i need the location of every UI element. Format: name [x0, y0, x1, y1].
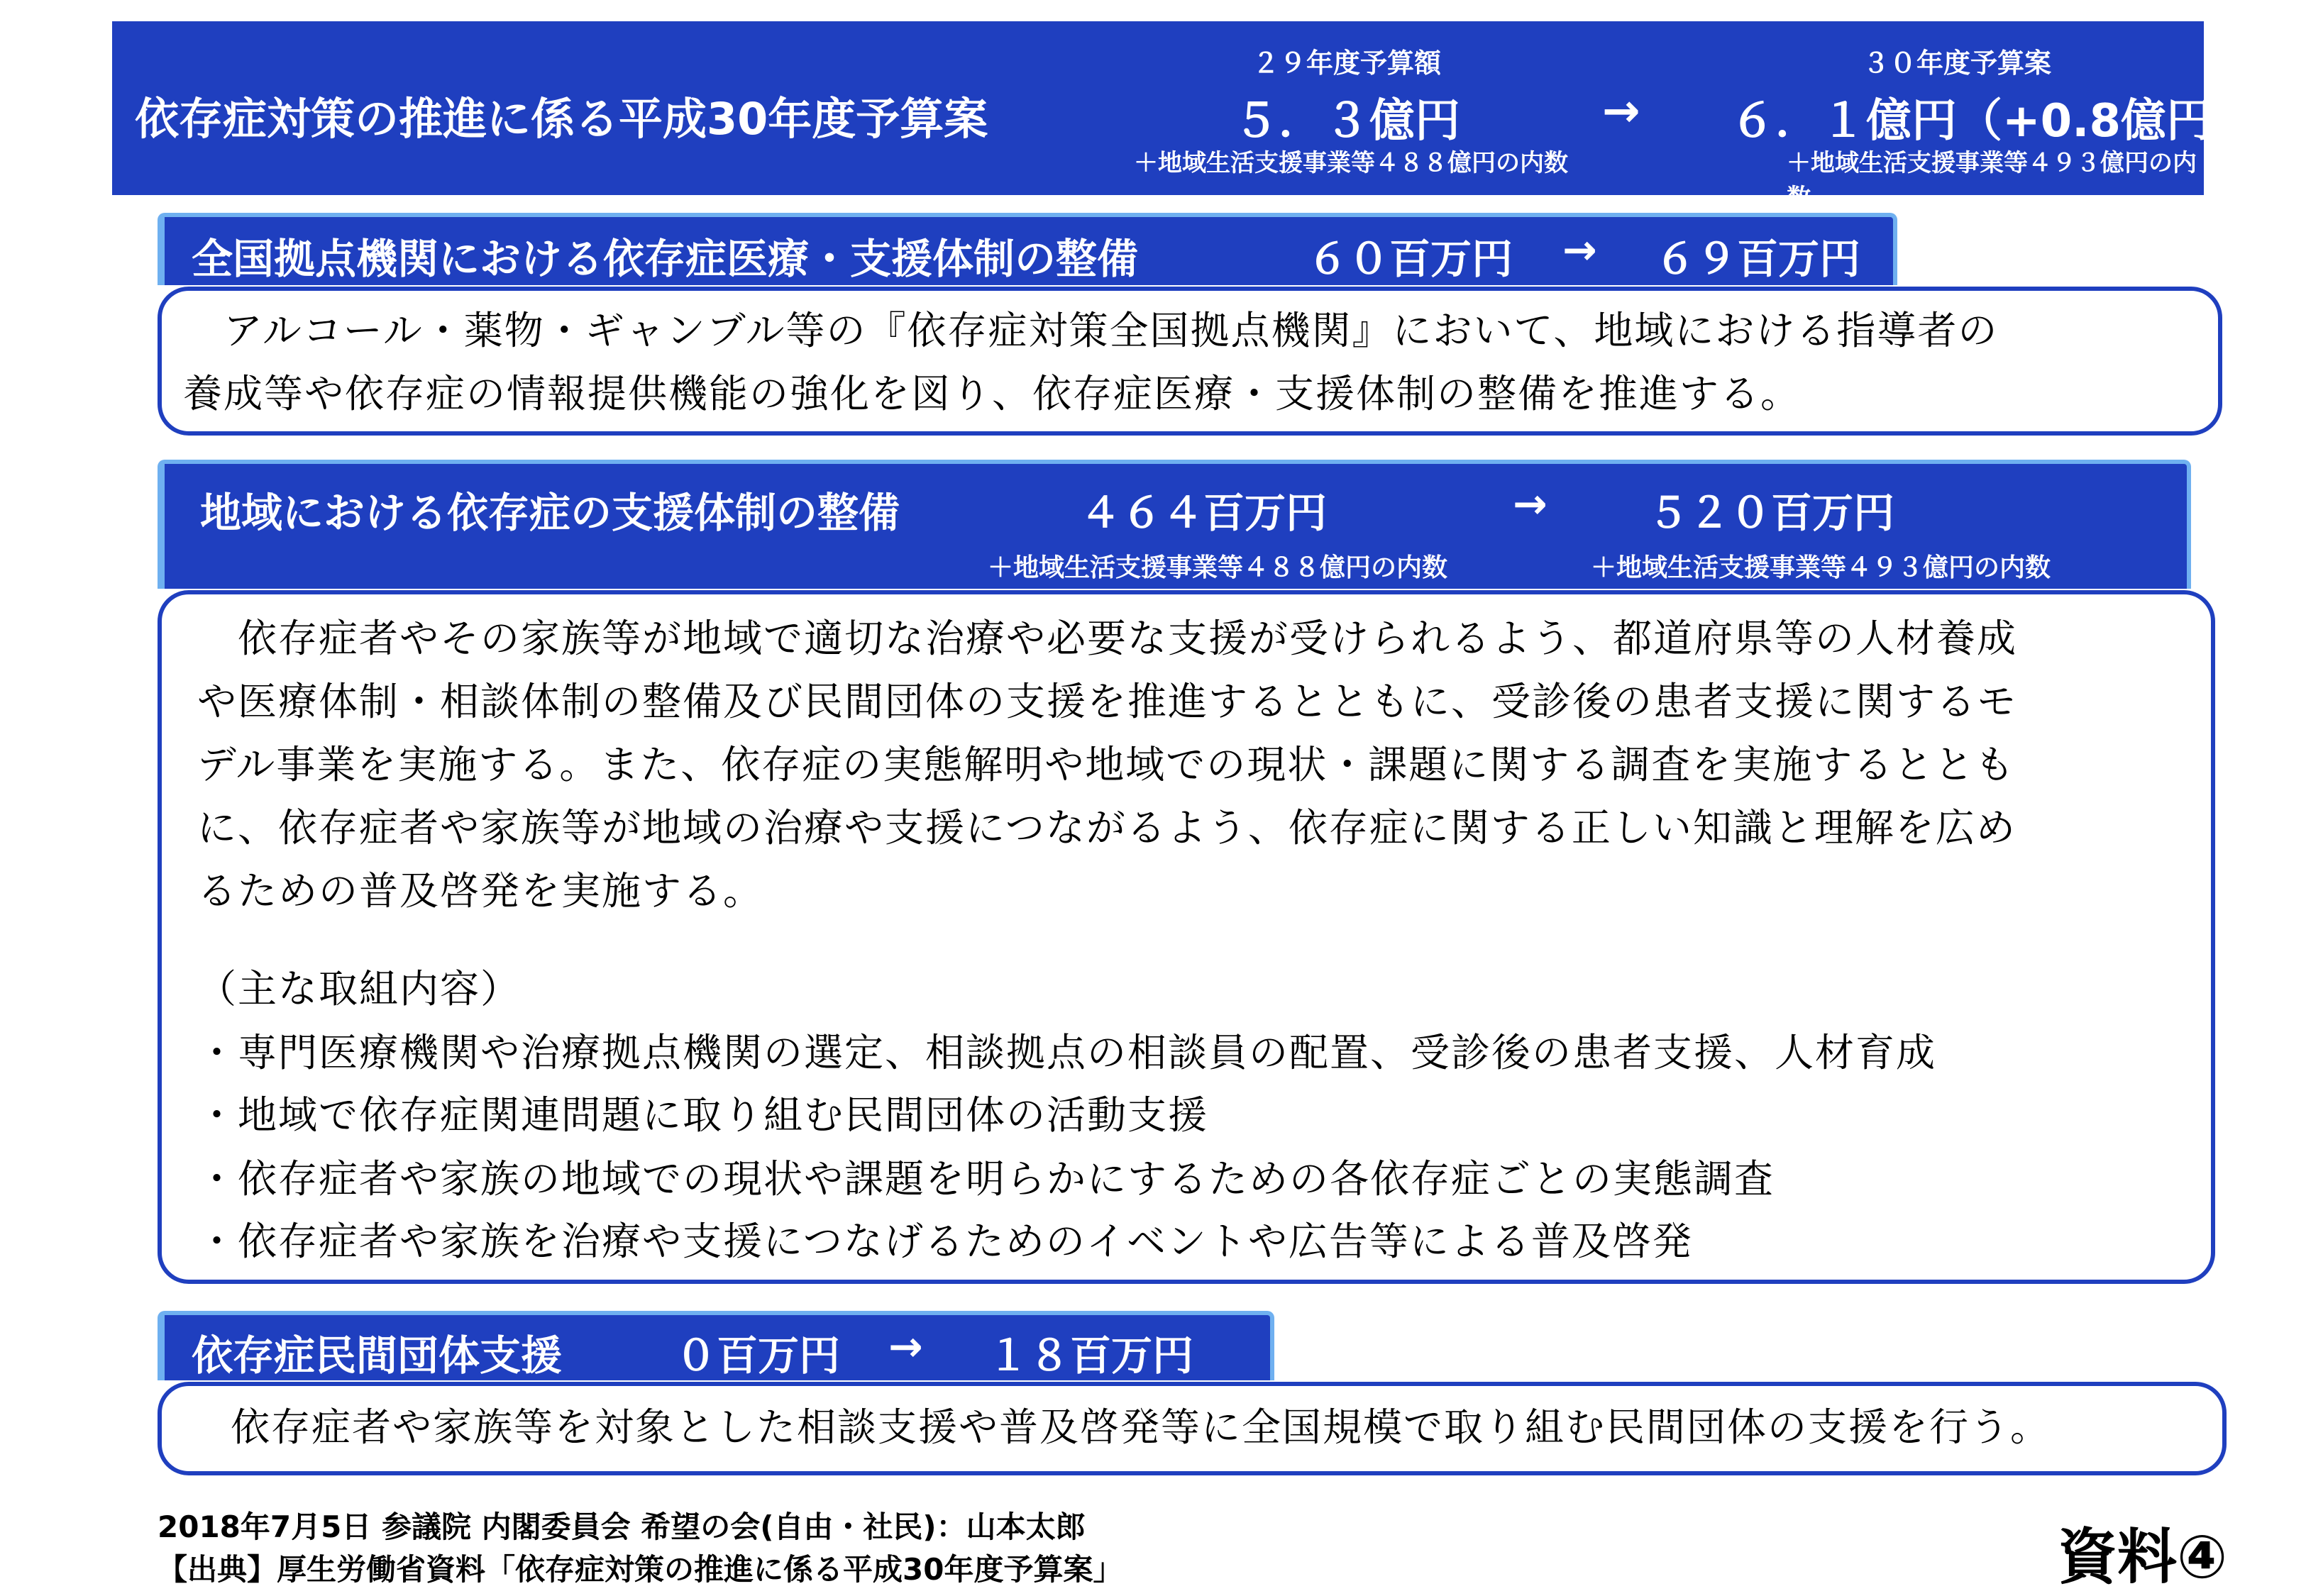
section2-body-line5: るための普及啓発を実施する。 — [197, 868, 764, 914]
section3-arrow: → — [888, 1322, 923, 1370]
section1-from: ６０百万円 — [1307, 235, 1513, 283]
section2-to-sub: ＋地域生活支援事業等４９３億円の内数 — [1591, 553, 2051, 582]
prev-budget — [1134, 41, 1560, 150]
section1-title: 全国拠点機関における依存症医療・支援体制の整備 — [192, 235, 1139, 283]
section2-list-heading: （主な取組内容） — [197, 966, 522, 1012]
prev-budget-amount: ５．３億円 — [1233, 95, 1460, 148]
section3-box — [158, 1382, 2227, 1475]
section3-to: １８百万円 — [988, 1331, 1194, 1380]
section2-body-line2: や医療体制・相談体制の整備及び民間団体の支援を推進するとともに、受診後の患者支援に関するモ — [197, 679, 2018, 724]
section1-title-bar — [158, 213, 1897, 285]
section2-list-item: ・地域で依存症関連問題に取り組む民間団体の活動支援 — [197, 1092, 1209, 1138]
section1-to: ６９百万円 — [1655, 235, 1861, 283]
section2-arrow: → — [1513, 480, 1548, 528]
section1-arrow: → — [1562, 226, 1597, 274]
section2-title: 地域における依存症の支援体制の整備 — [200, 489, 900, 537]
section2-box — [158, 590, 2215, 1284]
document-label: 資料④ — [2058, 1522, 2228, 1592]
budget-header — [112, 21, 2257, 212]
section2-list-item: ・依存症者や家族の地域での現状や課題を明らかにするための各依存症ごとの実態調査 — [197, 1156, 1775, 1202]
section2-title-bar — [158, 460, 2191, 589]
next-budget-amount: ６．１億円（+0.8億円） — [1730, 95, 2257, 148]
next-budget — [1730, 41, 2257, 150]
footer-meeting: 2018年7月5日 参議院 内閣委員会 希望の会(自由・社民)：山本太郎 — [158, 1509, 1086, 1544]
section3-from: ０百万円 — [675, 1331, 841, 1380]
header-arrow: → — [1602, 85, 1640, 138]
next-budget-sub: ＋地域生活支援事業等４９３億円の内数 — [1787, 149, 2197, 212]
footer-source: 【出典】厚生労働省資料「依存症対策の推進に係る平成30年度予算案」 — [158, 1552, 1123, 1587]
section1-body-line1: アルコール・薬物・ギャンブル等の『依存症対策全国拠点機関』において、地域における指導者の — [183, 308, 1999, 353]
section2-list-item: ・専門医療機関や治療拠点機関の選定、相談拠点の相談員の配置、受診後の患者支援、人材育成 — [197, 1030, 1937, 1075]
section1-box — [158, 287, 2222, 436]
section2-body-line4: に、依存症者や家族等が地域の治療や支援につながるよう、依存症に関する正しい知識と理解を広め — [197, 805, 2017, 850]
section2-body-line3: デル事業を実施する。また、依存症の実態解明や地域での現状・課題に関する調査を実施するととも — [197, 742, 2016, 787]
section3-body-line1: 依存症者や家族等を対象とした相談支援や普及啓発等に全国規模で取り組む民間団体の支援を行う。 — [190, 1404, 2051, 1450]
section2-list-item: ・依存症者や家族を治療や支援につなげるためのイベントや広告等による普及啓発 — [197, 1219, 1693, 1264]
section1-body-line2: 養成等や依存症の情報提供機能の強化を図り、依存症医療・支援体制の整備を推進する。 — [183, 371, 1802, 416]
page-title: 依存症対策の推進に係る平成30年度予算案 — [135, 93, 988, 145]
section2-body-line1: 依存症者やその家族等が地域で適切な治療や必要な支援が受けられるよう、都道府県等の人材養成 — [197, 616, 2018, 661]
next-budget-label: ３０年度予算案 — [1862, 48, 2051, 79]
section2-from: ４６４百万円 — [1080, 489, 1328, 537]
section2-to: ５２０百万円 — [1648, 489, 1895, 537]
prev-budget-sub: ＋地域生活支援事業等４８８億円の内数 — [1134, 149, 1568, 177]
section3-title: 依存症民間団体支援 — [192, 1331, 563, 1380]
section2-from-sub: ＋地域生活支援事業等４８８億円の内数 — [988, 553, 1448, 582]
prev-budget-label: ２９年度予算額 — [1252, 48, 1441, 79]
section3-title-bar — [158, 1311, 1274, 1380]
